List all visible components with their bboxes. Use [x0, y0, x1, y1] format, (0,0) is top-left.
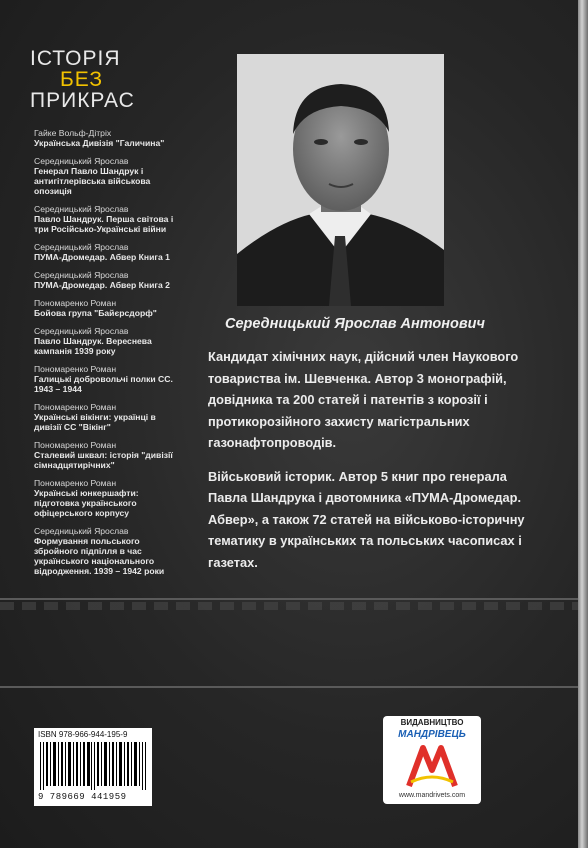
book-title: ПУМА-Дромедар. Абвер Книга 2 — [34, 280, 170, 290]
publisher-label: ВИДАВНИЦТВО — [400, 718, 464, 727]
publisher-emblem-icon — [405, 742, 459, 790]
series-title — [30, 48, 135, 111]
publisher-logo — [383, 716, 481, 804]
list-item — [34, 402, 174, 432]
book-author: Пономаренко Роман — [34, 440, 117, 450]
list-item — [34, 128, 174, 148]
list-item — [34, 364, 174, 394]
book-author: Пономаренко Роман — [34, 402, 117, 412]
book-title: Українська Дивізія "Галичина" — [34, 138, 165, 148]
book-list — [34, 128, 174, 584]
series-title-line2: БЕЗ — [60, 68, 104, 91]
publisher-url: www.mandrivets.com — [398, 792, 466, 799]
book-title: Павло Шандрук. Вереснева кампанія 1939 року — [34, 336, 152, 356]
book-author: Гайке Вольф-Дітріх — [34, 128, 112, 138]
book-title: Сталевий шквал: історія "дивізії сімнадцятирічних" — [34, 450, 173, 470]
author-bio — [208, 346, 548, 583]
book-title: Генерал Павло Шандрук і антигітлерівська військова опозиція — [34, 166, 151, 196]
book-author: Середницький Ярослав — [34, 526, 129, 536]
barcode — [34, 728, 152, 806]
bio-paragraph: Військовий історик. Автор 5 книг про генерала Павла Шандрука і двотомника «ПУМА-Дромедар. Абвер», а також 72 статей на військово-історичну тематику в українських та польських часописах і газетах. — [208, 468, 525, 570]
barcode-bars-icon — [40, 742, 146, 790]
list-item — [34, 478, 174, 518]
list-item — [34, 298, 174, 318]
book-author: Середницький Ярослав — [34, 242, 129, 252]
list-item — [34, 440, 174, 470]
book-author: Середницький Ярослав — [34, 156, 129, 166]
author-name: Середницький Ярослав Антонович — [225, 316, 485, 332]
series-title-line3: ПРИКРАС — [30, 89, 135, 112]
book-author: Середницький Ярослав — [34, 204, 129, 214]
author-photo — [237, 54, 444, 306]
book-author: Середницький Ярослав — [34, 270, 129, 280]
bio-paragraph: Кандидат хімічних наук, дійсний член Наукового товариства ім. Шевченка. Автор 3 монографій, довідника та 200 статей і патентів з корозії і протикорозійного захисту магістральних газонафтопроводів. — [208, 349, 519, 450]
film-strip-holes — [0, 602, 578, 610]
film-strip-line — [0, 686, 578, 688]
book-title: Українські юнкершафти: підготовка українського офіцерського корпусу — [34, 488, 139, 518]
barcode-number: 9 789669 441959 — [38, 792, 127, 802]
book-author: Середницький Ярослав — [34, 326, 129, 336]
book-title: Формування польського збройного підпілля в час українського національного відродження. 1939 – 1942 роки — [34, 536, 165, 576]
isbn-label: ISBN 978-966-944-195-9 — [38, 730, 128, 739]
list-item — [34, 326, 174, 356]
book-title: Бойова група "Байєрсдорф" — [34, 308, 157, 318]
list-item — [34, 242, 174, 262]
series-title-line1: ІСТОРІЯ — [30, 47, 121, 70]
book-author: Пономаренко Роман — [34, 478, 117, 488]
book-title: Павло Шандрук. Перша світова і три Російсько-Українські війни — [34, 214, 174, 234]
spine-edge — [578, 0, 588, 848]
publisher-name: МАНДРІВЕЦЬ — [398, 729, 466, 740]
book-author: Пономаренко Роман — [34, 298, 117, 308]
book-title: Українські вікінги: українці в дивізії СС "Вікінг" — [34, 412, 156, 432]
list-item — [34, 204, 174, 234]
book-title: Галицькі добровольчі полки СС. 1943 – 1944 — [34, 374, 173, 394]
list-item — [34, 526, 174, 576]
list-item — [34, 270, 174, 290]
book-author: Пономаренко Роман — [34, 364, 117, 374]
film-strip-line — [0, 598, 578, 600]
list-item — [34, 156, 174, 196]
book-title: ПУМА-Дромедар. Абвер Книга 1 — [34, 252, 170, 262]
